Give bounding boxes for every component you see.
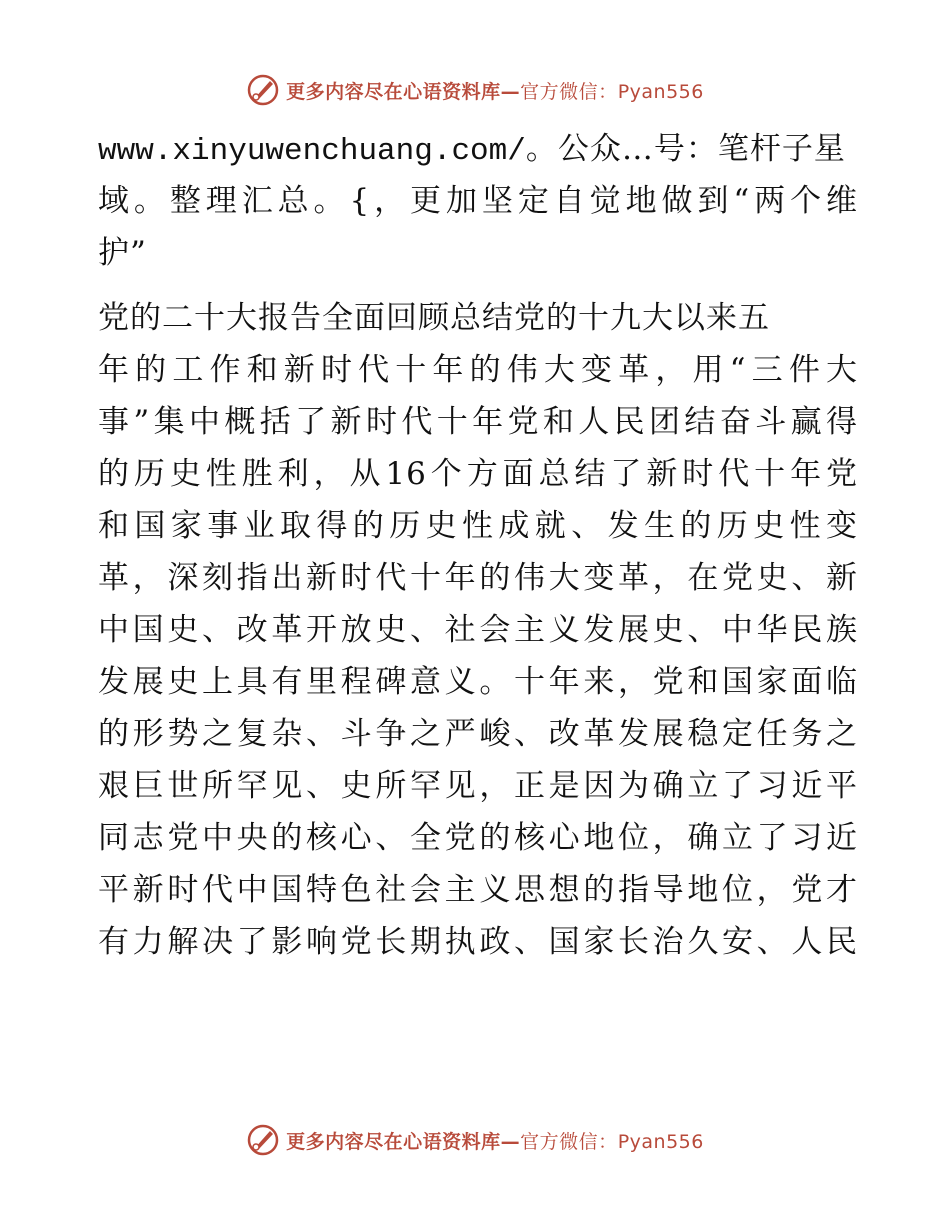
paragraph-line: 和国家事业取得的历史性成就、发生的历史性变 [98,508,858,544]
footer-banner [0,1120,950,1160]
text-line: 护” [98,235,147,271]
document-body [98,123,858,968]
text-line: www.xinyuwenchuang.com/。公众…号：笔杆子星 [98,131,846,169]
paragraph-line: 革，深刻指出新时代十年的伟大变革，在党史、新 [98,560,858,596]
paragraph-line: 党的二十大报告全面回顾总结党的十九大以来五 [98,300,770,336]
paragraph-line: 的形势之复杂、斗争之严峻、改革发展稳定任务之 [98,716,858,752]
paragraph-line: 年的工作和新时代十年的伟大变革，用“三件大 [98,352,858,388]
paragraph-line: 平新时代中国特色社会主义思想的指导地位，党才 [98,872,858,908]
website-url: www.xinyuwenchuang.com/ [98,134,526,169]
footer-banner-text: 更多内容尽在心语资料库—官方微信：Pyan556 [286,1130,704,1153]
paragraph-line: 有力解决了影响党长期执政、国家长治久安、人民 [98,924,858,960]
paragraph-line: 同志党中央的核心、全党的核心地位，确立了习近 [98,820,858,856]
paragraph-line: 艰巨世所罕见、史所罕见，正是因为确立了习近平 [98,768,858,804]
quill-logo-icon [246,73,280,107]
header-banner [0,70,950,110]
header-banner-text: 更多内容尽在心语资料库—官方微信：Pyan556 [286,80,704,103]
paragraph-line: 发展史上具有里程碑意义。十年来，党和国家面临 [98,664,858,700]
quill-logo-icon [246,1123,280,1157]
paragraph-line: 事”集中概括了新时代十年党和人民团结奋斗赢得 [98,404,858,440]
paragraph-line: 中国史、改革开放史、社会主义发展史、中华民族 [98,612,858,648]
paragraph-line: 的历史性胜利，从16个方面总结了新时代十年党 [98,456,858,492]
text-line: 域。整理汇总。{，更加坚定自觉地做到“两个维 [98,183,858,219]
